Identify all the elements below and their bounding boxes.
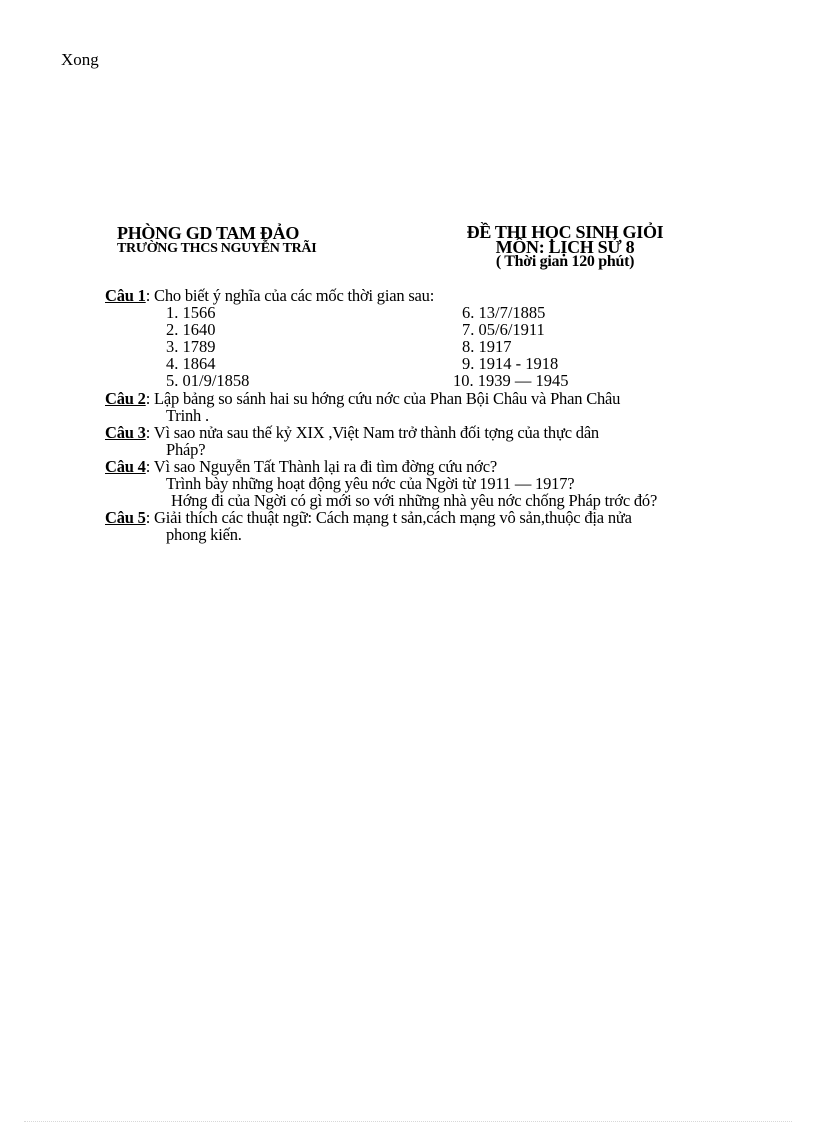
milestone-item: 7. 05/6/1911: [462, 320, 545, 339]
page-bottom-rule: [24, 1121, 792, 1122]
question-3-label: Câu 3: [105, 423, 146, 442]
milestone-item: 2. 1640: [166, 320, 216, 339]
milestone-item: 3. 1789: [166, 337, 216, 356]
question-2-continuation: Trinh .: [166, 406, 209, 425]
school-name: TRƯỜNG THCS NGUYỄN TRÃI: [117, 241, 317, 256]
question-1-text: : Cho biết ý nghĩa của các mốc thời gian sau:: [145, 286, 435, 305]
question-1: [105, 288, 434, 305]
exam-duration: ( Thời gian 120 phút): [495, 253, 635, 270]
question-5-label: Câu 5: [105, 508, 146, 527]
milestone-item: 4. 1864: [166, 354, 216, 373]
milestone-item: 1. 1566: [166, 303, 216, 322]
school-header: [117, 224, 316, 256]
question-3-text: : Vì sao nửa sau thế kỷ XIX ,Việt Nam trở thành đối tợng của thực dân: [145, 423, 599, 442]
milestone-item: 6. 13/7/1885: [462, 303, 546, 322]
question-2-label: Câu 2: [105, 389, 146, 408]
exam-subject: MÔN: LỊCH SỬ 8: [495, 237, 635, 257]
question-1-label: Câu 1: [105, 286, 146, 305]
question-5-continuation: phong kiến.: [166, 525, 242, 544]
milestone-item: 10. 1939 — 1945: [453, 371, 569, 390]
question-4-continuation: Trình bày những hoạt động yêu nớc của Ngời từ 1911 — 1917?: [166, 474, 575, 493]
question-3-continuation: Pháp?: [166, 440, 206, 459]
question-5-text: : Giải thích các thuật ngữ: Cách mạng t sản,cách mạng vô sản,thuộc địa nửa: [145, 508, 632, 527]
exam-header: [440, 224, 690, 269]
exam-title: ĐỀ THI HỌC SINH GIỎI: [466, 222, 664, 242]
question-2-text: : Lập bảng so sánh hai su hớng cứu nớc của Phan Bội Châu và Phan Châu: [145, 389, 621, 408]
milestone-item: 8. 1917: [462, 337, 512, 356]
question-4-continuation: Hớng đi của Ngời có gì mới so với những nhà yêu nớc chống Pháp trớc đó?: [171, 491, 658, 510]
question-4-text: : Vì sao Nguyễn Tất Thành lại ra đi tìm đờng cứu nớc?: [145, 457, 497, 476]
department-name: PHÒNG GD TAM ĐẢO: [117, 223, 300, 243]
milestone-item: 9. 1914 - 1918: [462, 354, 559, 373]
milestone-item: 5. 01/9/1858: [166, 371, 250, 390]
question-4-label: Câu 4: [105, 457, 146, 476]
top-note: Xong: [61, 50, 99, 69]
